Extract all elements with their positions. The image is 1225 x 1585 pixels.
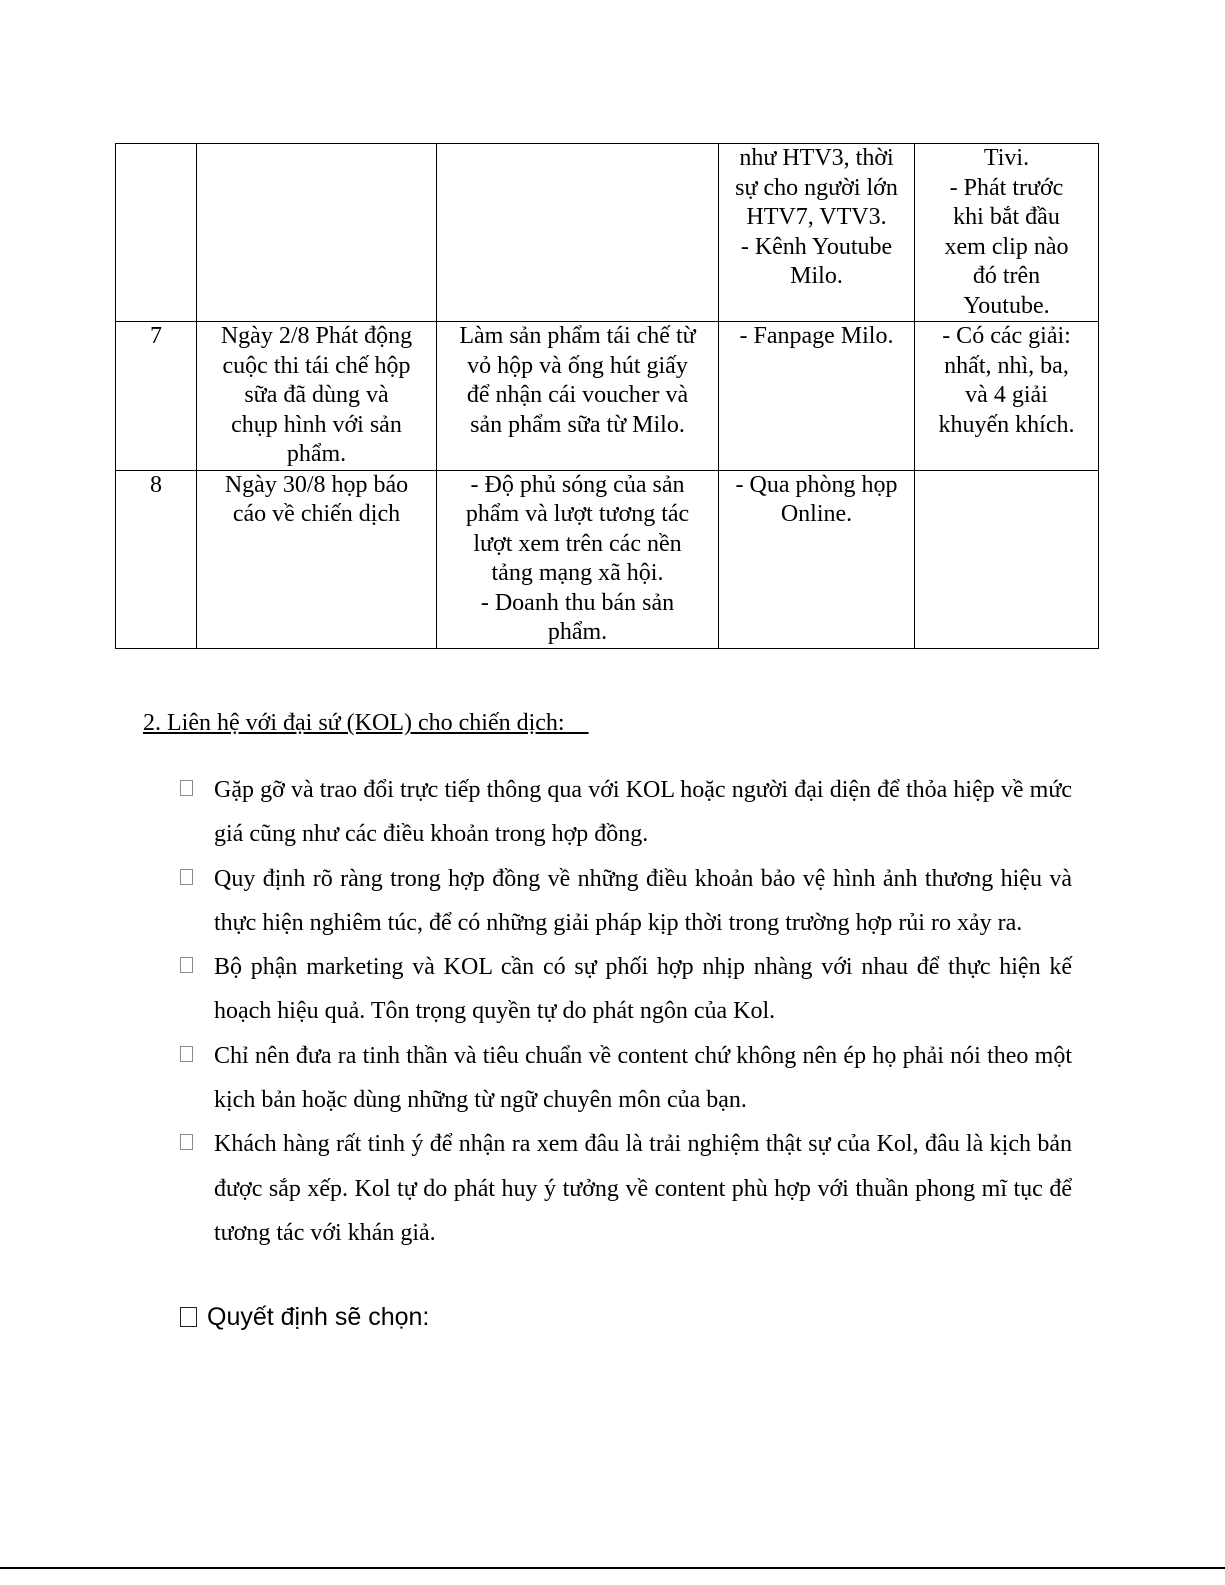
list-item — [180, 945, 1072, 1034]
cell-content: Làm sản phẩm tái chế từ vỏ hộp và ống hút giấy để nhận cái voucher và sản phẩm sữa từ Milo. — [437, 322, 719, 471]
bullet-list — [180, 768, 1072, 1255]
list-item — [180, 768, 1072, 857]
page-bottom-divider — [0, 1567, 1225, 1569]
decision-text: Quyết định sẽ chọn: — [207, 1303, 430, 1331]
table-row — [116, 322, 1099, 471]
cell-note — [915, 470, 1099, 648]
checkbox-outline-icon — [180, 957, 193, 973]
cell-content: - Độ phủ sóng của sản phẩm và lượt tương tác lượt xem trên các nền tảng mạng xã hội. - Doanh thu bán sản phẩm. — [437, 470, 719, 648]
decision-line — [180, 1300, 429, 1334]
checkbox-outline-icon — [180, 1134, 193, 1150]
cell-note: Tivi. - Phát trước khi bắt đầu xem clip nào đó trên Youtube. — [915, 144, 1099, 322]
campaign-plan-table — [115, 143, 1099, 649]
list-item — [180, 1122, 1072, 1255]
checkbox-outline-icon — [180, 1046, 193, 1062]
checkbox-outline-icon — [180, 869, 193, 885]
cell-no — [116, 144, 197, 322]
cell-channel: - Qua phòng họp Online. — [719, 470, 915, 648]
checkbox-outline-icon — [180, 780, 193, 796]
cell-note: - Có các giải: nhất, nhì, ba, và 4 giải khuyến khích. — [915, 322, 1099, 471]
cell-activity: Ngày 30/8 họp báo cáo về chiến dịch — [197, 470, 437, 648]
cell-activity — [197, 144, 437, 322]
cell-content — [437, 144, 719, 322]
table-row — [116, 470, 1099, 648]
list-item-text: Quy định rõ ràng trong hợp đồng về những điều khoản bảo vệ hình ảnh thương hiệu và thực hiện nghiêm túc, để có những giải pháp kịp thời trong trường hợp rủi ro xảy ra. — [214, 865, 1072, 936]
cell-channel: như HTV3, thời sự cho người lớn HTV7, VTV3. - Kênh Youtube Milo. — [719, 144, 915, 322]
cell-activity: Ngày 2/8 Phát động cuộc thi tái chế hộp sữa đã dùng và chụp hình với sản phẩm. — [197, 322, 437, 471]
list-item — [180, 857, 1072, 946]
list-item-text: Chỉ nên đưa ra tinh thần và tiêu chuẩn về content chứ không nên ép họ phải nói theo một kịch bản hoặc dùng những từ ngữ chuyên môn của bạn. — [214, 1042, 1072, 1114]
checkbox-outline-icon — [180, 1307, 197, 1327]
list-item — [180, 1034, 1072, 1123]
list-item-text: Khách hàng rất tinh ý để nhận ra xem đâu là trải nghiệm thật sự của Kol, đâu là kịch bản được sắp xếp. Kol tự do phát huy ý tưởng về content phù hợp với thuần phong mĩ tục để tương tác với khán giả. — [214, 1131, 1072, 1246]
list-item-text: Bộ phận marketing và KOL cần có sự phối hợp nhịp nhàng với nhau để thực hiện kế hoạch hiệu quả. Tôn trọng quyền tự do phát ngôn của Kol. — [214, 954, 1072, 1025]
table-row — [116, 144, 1099, 322]
list-item-text: Gặp gỡ và trao đổi trực tiếp thông qua với KOL hoặc người đại diện để thỏa hiệp về mức giá cũng như các điều khoản trong hợp đồng. — [214, 777, 1072, 848]
cell-no: 8 — [116, 470, 197, 648]
cell-no: 7 — [116, 322, 197, 471]
cell-channel: - Fanpage Milo. — [719, 322, 915, 471]
section-heading: 2. Liên hệ với đại sứ (KOL) cho chiến dịch: — [143, 710, 589, 736]
